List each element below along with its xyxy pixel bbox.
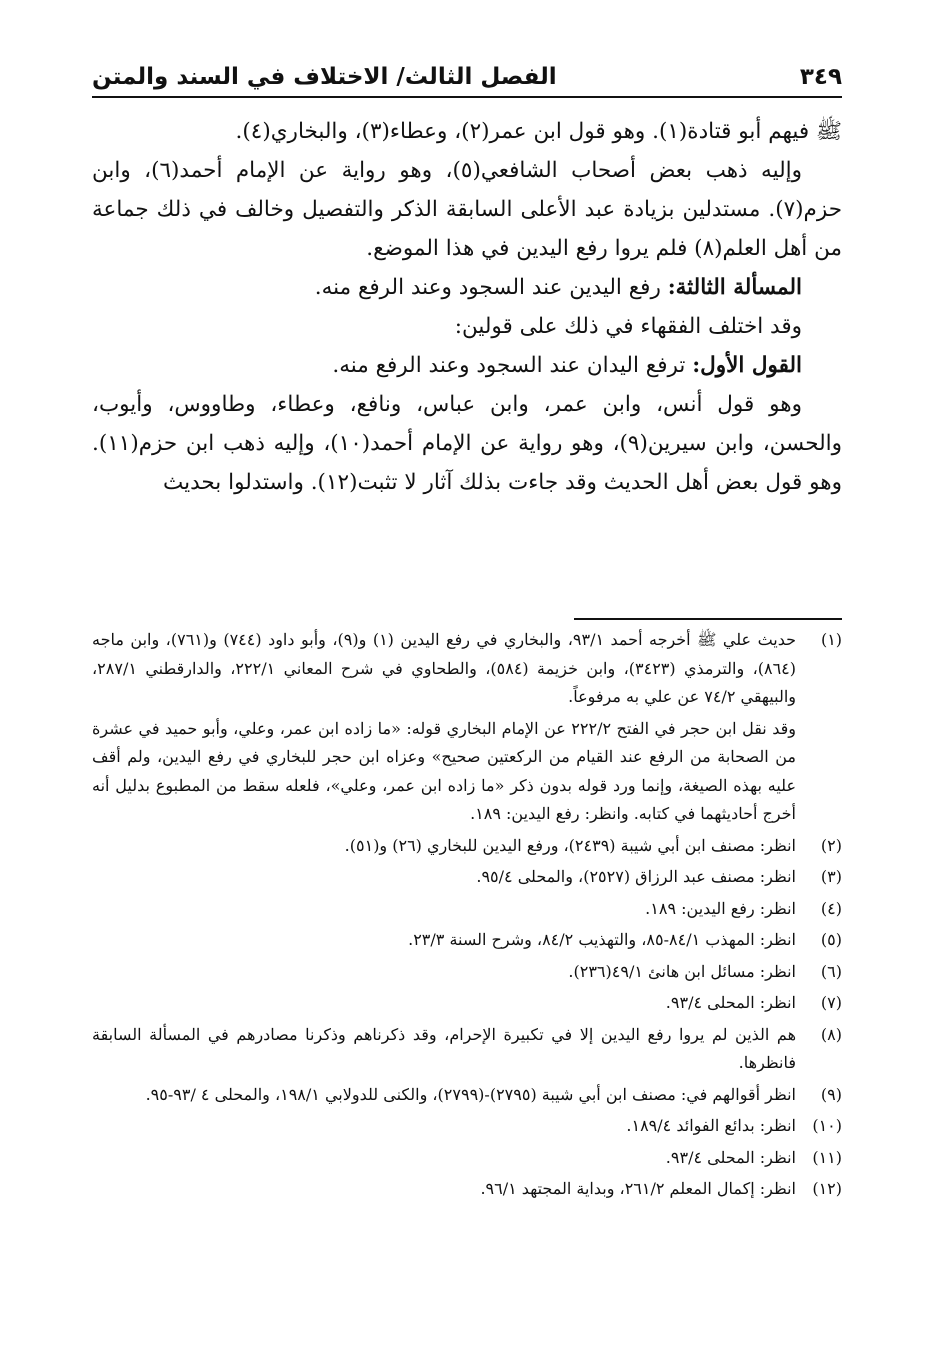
first-opinion (92, 346, 842, 385)
footnote-continuation (92, 715, 842, 829)
question-three (92, 268, 842, 307)
footnote (92, 1112, 842, 1141)
paragraph-4: وقد اختلف الفقهاء في ذلك على قولين: (454, 314, 802, 339)
footnote-number: (٤) (820, 898, 842, 918)
footnote (92, 1081, 842, 1110)
paragraph-1: ﷺ فيهم أبو قتادة(١). وهو قول ابن عمر(٢)، وعطاء(٣)، والبخاري(٤). (235, 119, 842, 144)
footnote-text: انظر أقوالهم في: مصنف ابن أبي شيبة (٢٧٩٥)-(٢٧٩٩)، والكنى للدولابي ١٩٨/١، والمحلى ٤ /٩٣-٩٥. (145, 1084, 796, 1104)
footnote (92, 926, 842, 955)
footnote (92, 989, 842, 1018)
footnote-number: (٢) (820, 835, 842, 855)
footnote-text: انظر: مصنف عبد الرزاق (٢٥٢٧)، والمحلى ٩٥/٤. (476, 867, 796, 886)
footnote-text: انظر: المهذب ٨٤/١-٨٥، والتهذيب ٨٤/٢، وشرح السنة ٢٣/٣. (408, 930, 796, 949)
footnote-number: (١) (820, 630, 843, 649)
footnote (92, 895, 842, 924)
footnote-text: هم الذين لم يروا رفع اليدين إلا في تكبيرة الإحرام، وقد ذكرناهم وذكرنا مصادرهم في المسألة السابقة فانظرها. (92, 1024, 796, 1072)
footnote (92, 1144, 842, 1173)
footnote-number: (٣) (820, 867, 842, 886)
footnote-number: (١٠) (812, 1116, 842, 1135)
paragraph-6: وهو قول أنس، وابن عمر، وابن عباس، ونافع، وعطاء، وطاووس، وأيوب، والحسن، وابن سيرين(٩)، وهو رواية عن الإمام أحمد(١٠)، وإليه ذهب ابن حزم(١١). وهو قول بعض أهل الحديث وقد جاءت بذلك آثار لا تثبت(١٢). واستدلوا بحديث (92, 392, 842, 495)
footnote-number: (٨) (820, 1024, 842, 1044)
question-three-text: رفع اليدين عند السجود وعند الرفع منه. (314, 275, 661, 300)
page-number: ٣٤٩ (799, 64, 842, 90)
footnote-number: (٧) (820, 993, 842, 1012)
footnote-text: وقد نقل ابن حجر في الفتح ٢٢٢/٢ عن الإمام البخاري قوله: «ما زاده ابن عمر، وعلي، وأبو حميد في عشرة من الصحابة من الرفع عند القيام من الركعتين صحيح» وعزاه ابن حجر للبخاري في رفع اليدين، ولم أقف عليه بهذه الصيغة، وإنما ورد قوله بدون ذكر «ما زاده ابن عمر، وعلي»، فلعله سقط من المطبوع بدليل أنه أخرج أحاديثهما في كتابه. وانظر: رفع اليدين: ١٨٩. (92, 718, 797, 823)
main-text (92, 112, 842, 502)
footnote-number: (٩) (820, 1084, 842, 1104)
footnote (92, 832, 842, 861)
footnote-text: انظر: رفع اليدين: ١٨٩. (645, 898, 796, 918)
footnote (92, 1175, 842, 1204)
footnote-text: انظر: المحلى ٩٣/٤. (665, 993, 796, 1012)
footnotes (92, 626, 842, 1207)
first-opinion-text: ترفع اليدان عند السجود وعند الرفع منه. (332, 353, 686, 378)
footnote-text: انظر: مصنف ابن أبي شيبة (٢٤٣٩)، ورفع اليدين للبخاري (٢٦) و(٥١). (344, 835, 796, 855)
footnote-text: انظر: إكمال المعلم ٢٦١/٢، وبداية المجتهد ٩٦/١. (480, 1179, 796, 1198)
footnote (92, 626, 842, 712)
footnote-number: (٦) (820, 961, 842, 981)
first-opinion-label: القول الأول: (692, 353, 802, 378)
question-three-label: المسألة الثالثة: (667, 275, 802, 300)
footnote (92, 958, 842, 987)
paragraph-2: وإليه ذهب بعض أصحاب الشافعي(٥)، وهو رواية عن الإمام أحمد(٦)، وابن حزم(٧). مستدلين بزيادة عبد الأعلى السابقة الذكر والتفصيل وخالف في ذلك جماعة من أهل العلم(٨) فلم يروا رفع اليدين في هذا الموضع. (92, 158, 842, 261)
footnote (92, 863, 842, 892)
page-header (92, 58, 842, 98)
footnote-text: حديث علي ﷺ أخرجه أحمد ٩٣/١، والبخاري في رفع اليدين (١) و(٩)، وأبو داود (٧٤٤) و(٧٦١)، وابن ماجه (٨٦٤)، والترمذي (٣٤٢٣)، وابن خزيمة (٥٨٤)، والطحاوي في شرح المعاني ٢٢٢/١، والدارقطني ٢٨٧/١، والبيهقي ٧٤/٢ عن علي به مرفوعاً. (92, 630, 797, 706)
running-title: الفصل الثالث/ الاختلاف في السند والمتن (92, 64, 557, 90)
footnote (92, 1021, 842, 1078)
footnote-separator (574, 618, 842, 620)
footnote-number: (١١) (812, 1147, 842, 1167)
footnote-number: (٥) (820, 930, 842, 949)
footnote-number: (١٢) (812, 1179, 842, 1198)
footnote-text: انظر: مسائل ابن هانئ ٤٩/١(٢٣٦). (568, 961, 796, 981)
footnote-text: انظر: المحلى ٩٣/٤. (665, 1147, 796, 1167)
footnote-text: انظر: بدائع الفوائد ١٨٩/٤. (626, 1116, 796, 1135)
